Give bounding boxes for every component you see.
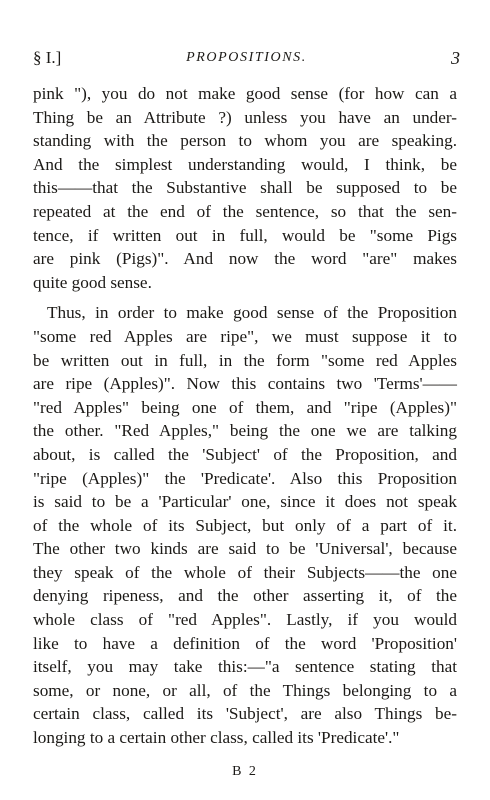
text-line: the other. "Red Apples," being the one we are talking	[33, 421, 457, 441]
text-line: denying ripeness, and the other asserting it, of the	[33, 586, 457, 606]
text-line: standing with the person to whom you are speaking.	[33, 131, 457, 151]
text-line: is said to be a 'Particular' one, since it does not speak	[33, 492, 457, 512]
text-line: of the whole of its Subject, but only of a part of it.	[33, 515, 457, 535]
text-line: itself, you may take this:—"a sentence stating that	[33, 657, 457, 677]
text-line: about, is called the 'Subject' of the Proposition, and	[33, 444, 457, 464]
text-line: longing to a certain other class, called its 'Predicate'."	[33, 728, 400, 748]
page-number: 3	[451, 48, 460, 68]
text-line: whole class of "red Apples". Lastly, if you would	[33, 610, 457, 630]
text-line: "red Apples" being one of them, and "ripe (Apples)"	[33, 397, 457, 417]
text-line: some, or none, or all, of the Things belonging to a	[33, 680, 457, 700]
text-line: "some red Apples are ripe", we must suppose it to	[33, 326, 457, 346]
text-line: are pink (Pigs)". And now the word "are" makes	[33, 249, 457, 269]
text-line: repeated at the end of the sentence, so that the sen-	[33, 201, 457, 221]
text-line: "ripe (Apples)" the 'Predicate'. Also this Proposition	[33, 468, 457, 488]
text-line: Thus, in order to make good sense of the Proposition	[47, 303, 457, 323]
text-line: be written out in full, in the form "some red Apples	[33, 350, 457, 370]
section-marker: § I.]	[33, 48, 62, 67]
text-line: quite good sense.	[33, 272, 152, 292]
running-header	[33, 48, 460, 72]
signature-mark: B 2	[232, 764, 258, 779]
body-text	[33, 82, 457, 750]
text-line: are ripe (Apples)". Now this contains two 'Terms'——	[33, 374, 457, 394]
paragraph-continuation	[33, 82, 457, 294]
text-line: And the simplest understanding would, I think, be	[33, 154, 457, 174]
paragraph-propositions	[33, 301, 457, 749]
running-title: PROPOSITIONS.	[186, 50, 307, 65]
text-line: The other two kinds are said to be 'Universal', because	[33, 539, 457, 559]
text-line: tence, if written out in full, would be "some Pigs	[33, 225, 457, 245]
text-line: Thing be an Attribute ?) unless you have an under-	[33, 107, 457, 127]
text-line: certain class, called its 'Subject', are also Things be-	[33, 704, 457, 724]
text-line: they speak of the whole of their Subjects——the one	[33, 562, 457, 582]
text-line: pink "), you do not make good sense (for how can a	[33, 84, 457, 103]
text-line: this——that the Substantive shall be supposed to be	[33, 178, 457, 198]
text-line: like to have a definition of the word 'Proposition'	[33, 633, 457, 653]
